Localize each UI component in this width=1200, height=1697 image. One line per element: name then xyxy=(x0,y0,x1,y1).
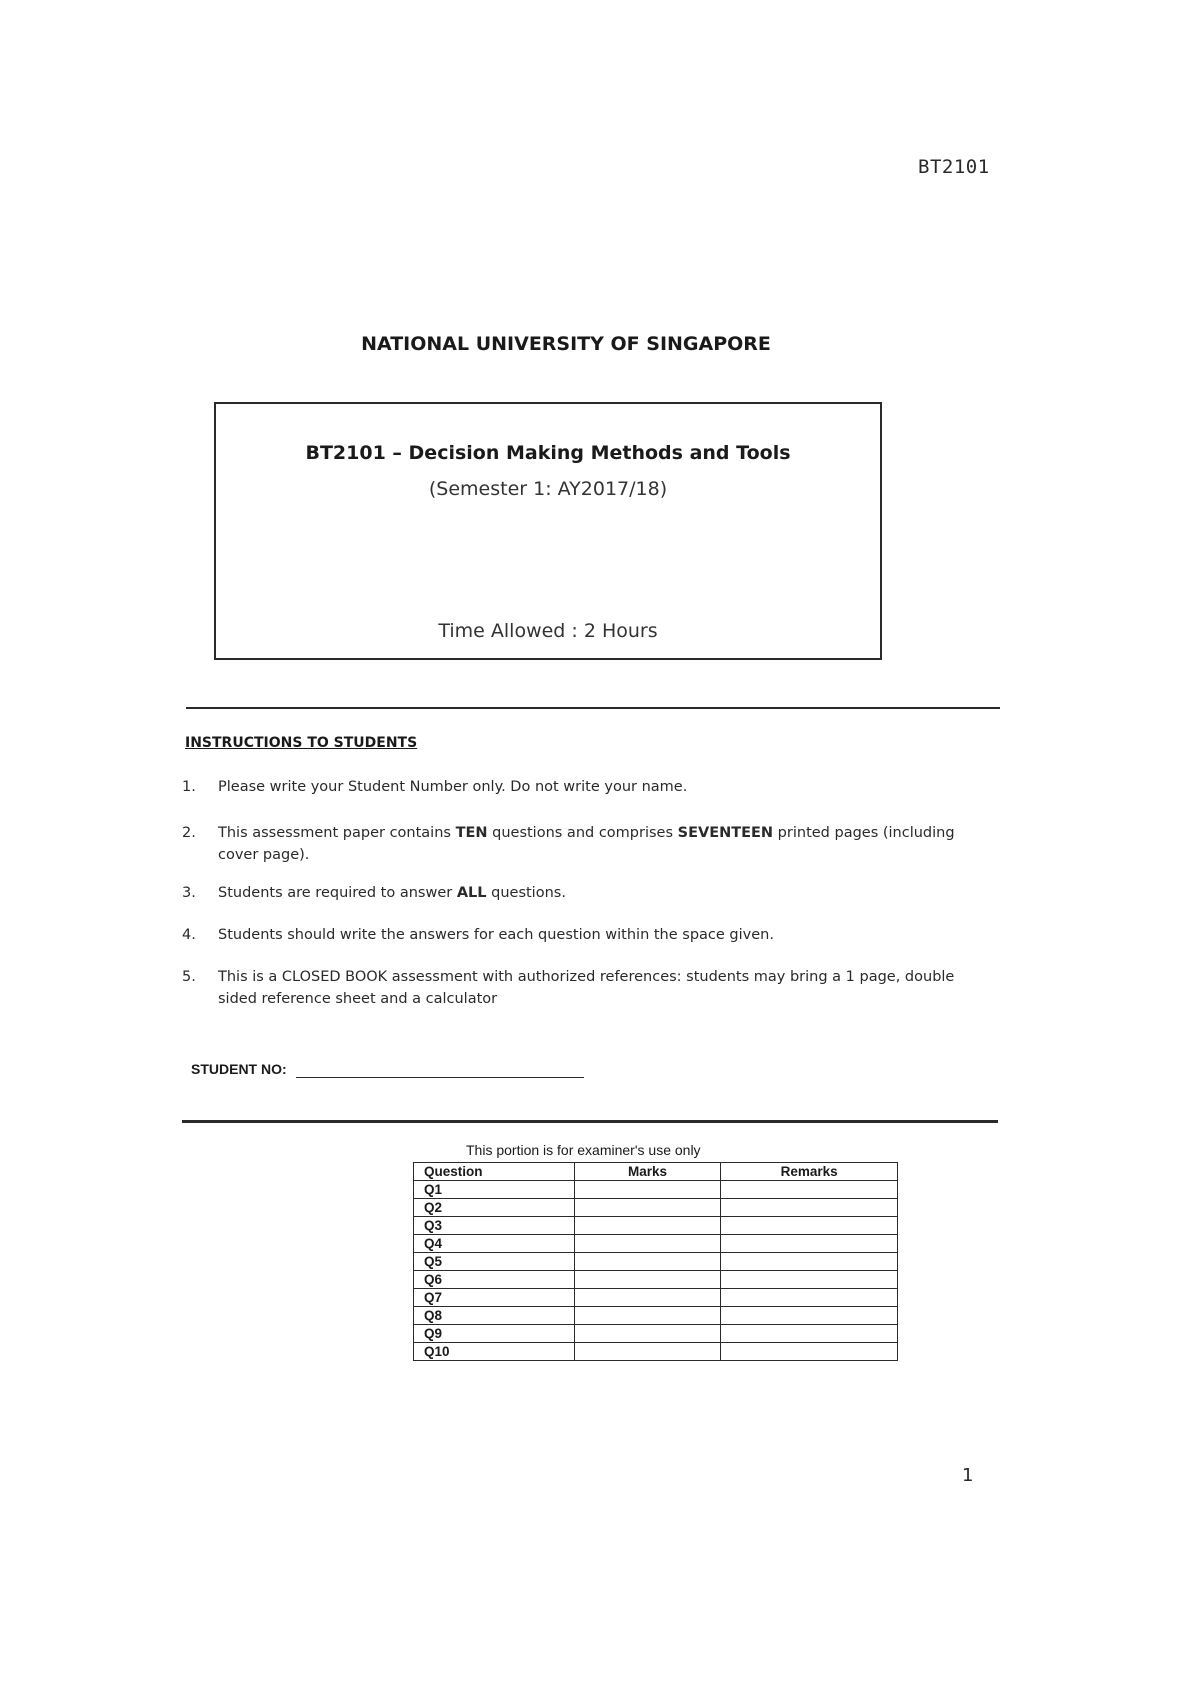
marks-cell xyxy=(574,1343,721,1361)
instruction-segment: Students should write the answers for each question within the space given. xyxy=(218,927,774,943)
instruction-segment: This assessment paper contains xyxy=(218,825,456,841)
time-allowed-label: Time Allowed : 2 Hours xyxy=(438,620,658,642)
table-row xyxy=(414,1325,898,1343)
table-row xyxy=(414,1289,898,1307)
marks-cell xyxy=(574,1181,721,1199)
question-cell: Q7 xyxy=(414,1289,575,1307)
student-no-field-line xyxy=(296,1077,584,1078)
remarks-cell xyxy=(721,1325,898,1343)
title-box xyxy=(214,402,882,660)
remarks-cell xyxy=(721,1253,898,1271)
header-question: Question xyxy=(414,1163,575,1181)
marks-cell xyxy=(574,1289,721,1307)
table-row xyxy=(414,1307,898,1325)
header-remarks: Remarks xyxy=(721,1163,898,1181)
table-row xyxy=(414,1217,898,1235)
instruction-text xyxy=(218,966,978,1010)
remarks-cell xyxy=(721,1199,898,1217)
table-row xyxy=(414,1343,898,1361)
question-cell: Q3 xyxy=(414,1217,575,1235)
question-cell: Q1 xyxy=(414,1181,575,1199)
marks-cell xyxy=(574,1325,721,1343)
examiner-note: This portion is for examiner's use only xyxy=(466,1142,701,1158)
instruction-text xyxy=(218,924,978,946)
instructions-heading: INSTRUCTIONS TO STUDENTS xyxy=(185,735,418,751)
instruction-number: 1. xyxy=(182,779,196,795)
marks-cell xyxy=(574,1307,721,1325)
remarks-cell xyxy=(721,1235,898,1253)
marks-cell xyxy=(574,1271,721,1289)
marks-table-header-row xyxy=(414,1163,898,1181)
marks-cell xyxy=(574,1253,721,1271)
instruction-segment: Students are required to answer xyxy=(218,885,457,901)
table-row xyxy=(414,1271,898,1289)
instruction-segment: questions. xyxy=(486,885,566,901)
remarks-cell xyxy=(721,1307,898,1325)
question-cell: Q6 xyxy=(414,1271,575,1289)
page-number: 1 xyxy=(962,1465,974,1486)
remarks-cell xyxy=(721,1289,898,1307)
header-marks: Marks xyxy=(574,1163,721,1181)
instruction-number: 4. xyxy=(182,927,196,943)
instruction-number: 3. xyxy=(182,885,196,901)
instruction-segment: printed pages (including cover page). xyxy=(218,825,955,863)
instruction-text xyxy=(218,776,978,798)
remarks-cell xyxy=(721,1217,898,1235)
marks-table xyxy=(413,1162,898,1361)
marks-cell xyxy=(574,1199,721,1217)
question-cell: Q8 xyxy=(414,1307,575,1325)
course-code-header: BT2101 xyxy=(918,156,990,178)
instruction-segment: Please write your Student Number only. Do not write your name. xyxy=(218,779,688,795)
marks-cell xyxy=(574,1217,721,1235)
table-row xyxy=(414,1199,898,1217)
divider-bottom xyxy=(182,1120,998,1123)
instruction-segment: questions and comprises xyxy=(487,825,678,841)
instruction-number: 5. xyxy=(182,969,196,985)
instruction-emphasis: ALL xyxy=(456,885,487,901)
remarks-cell xyxy=(721,1343,898,1361)
question-cell: Q2 xyxy=(414,1199,575,1217)
table-row xyxy=(414,1253,898,1271)
instruction-emphasis: SEVENTEEN xyxy=(677,825,774,841)
divider-top xyxy=(186,707,1000,709)
remarks-cell xyxy=(721,1181,898,1199)
university-name: NATIONAL UNIVERSITY OF SINGAPORE xyxy=(361,333,771,355)
marks-cell xyxy=(574,1235,721,1253)
instruction-text xyxy=(218,822,978,866)
question-cell: Q10 xyxy=(414,1343,575,1361)
student-no-label: STUDENT NO: xyxy=(191,1061,287,1077)
question-cell: Q4 xyxy=(414,1235,575,1253)
instruction-number: 2. xyxy=(182,825,196,841)
remarks-cell xyxy=(721,1271,898,1289)
module-title: BT2101 – Decision Making Methods and Tools xyxy=(305,442,791,464)
table-row xyxy=(414,1235,898,1253)
semester-label: (Semester 1: AY2017/18) xyxy=(428,478,668,500)
table-row xyxy=(414,1181,898,1199)
question-cell: Q9 xyxy=(414,1325,575,1343)
instruction-emphasis: TEN xyxy=(455,825,488,841)
question-cell: Q5 xyxy=(414,1253,575,1271)
instruction-text xyxy=(218,882,978,904)
instruction-segment: This is a CLOSED BOOK assessment with authorized references: students may bring a 1 page, double sided reference sheet and a calculator xyxy=(218,969,955,1007)
